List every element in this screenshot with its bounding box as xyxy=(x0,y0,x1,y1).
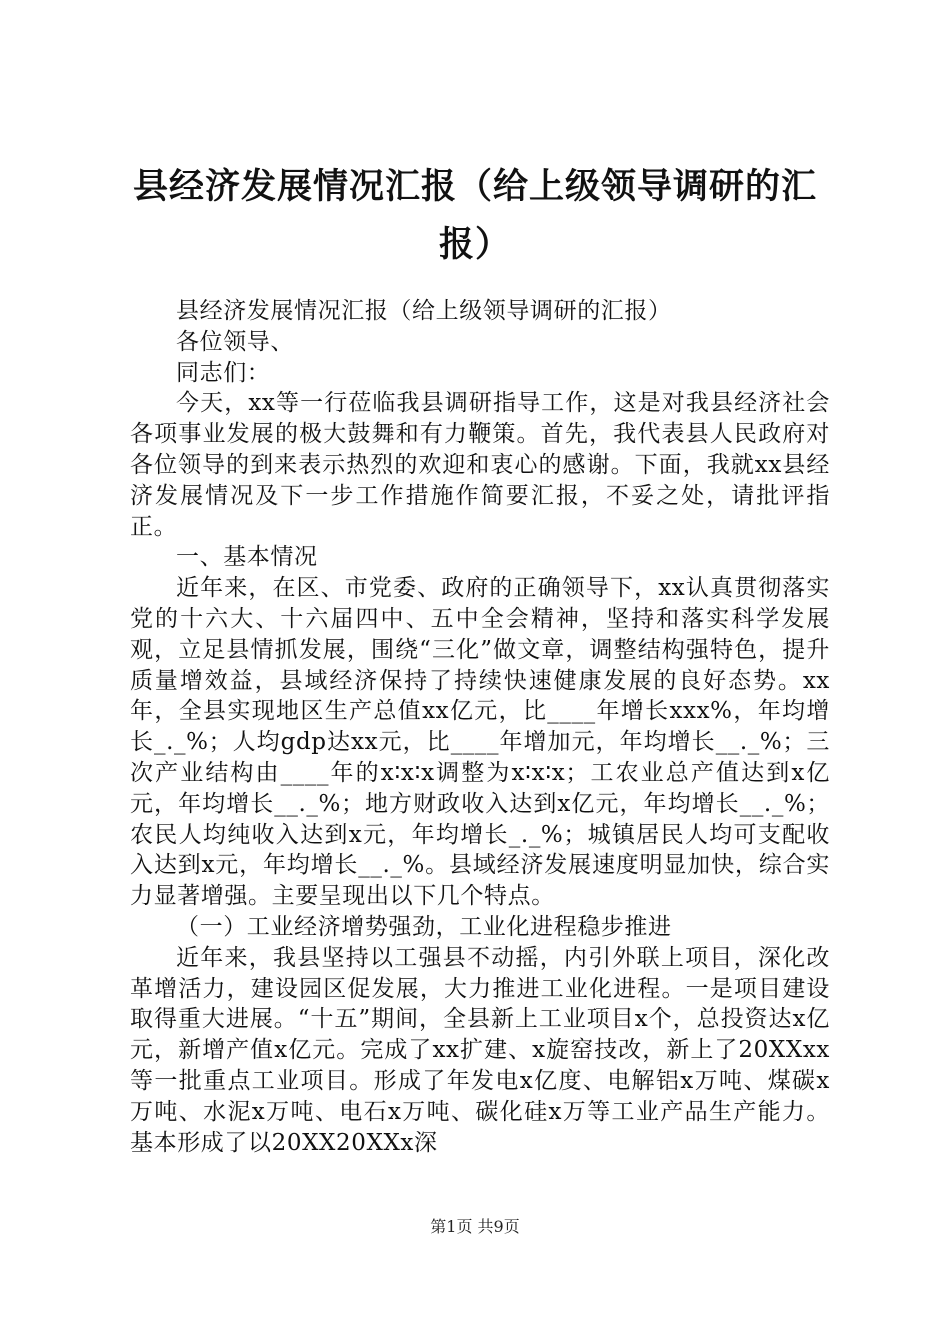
document-title: 县经济发展情况汇报（给上级领导调研的汇报） xyxy=(132,167,817,265)
paragraph-salutation-leaders: 各位领导、 xyxy=(176,328,294,355)
paragraph-industry-details: 近年来，我县坚持以工强县不动摇，内引外联上项目，深化改革增活力，建设园区促发展，大力推进工业化进程。一是项目建设取得重大进展。“十五”期间，全县新上工业项目x个，总投资达x亿元，新增产值x亿元。完成了xx扩建、x旋窑技改，新上了20XXxx等一批重点工业项目。形成了年发电x亿度、电解铝x万吨、煤碳x万吨、水泥x万吨、电石x万吨、碳化硅x万等工业产品生产能力。基本形成了以20XX20XXx深 xyxy=(130,944,830,1156)
page-number-footer: 第1页 共9页 xyxy=(430,1217,520,1236)
paragraph-salutation-comrades: 同志们： xyxy=(176,359,271,386)
subsection-heading-industry: （一）工业经济增势强劲，工业化进程稳步推进 xyxy=(176,913,672,940)
paragraph-subtitle: 县经济发展情况汇报（给上级领导调研的汇报） xyxy=(176,298,672,324)
paragraph-opening: 今天，xx等一行莅临我县调研指导工作，这是对我县经济社会各项事业发展的极大鼓舞和有力鞭策。首先，我代表县人民政府对各位领导的到来表示热烈的欢迎和衷心的感谢。下面，我就xx县经济发展情况及下一步工作措施作简要汇报，不妥之处，请批评指正。 xyxy=(130,390,830,540)
document-body xyxy=(130,296,830,1158)
section-heading-basic-situation: 一、基本情况 xyxy=(176,544,318,571)
paragraph-economic-overview: 近年来，在区、市党委、政府的正确领导下，xx认真贯彻落实党的十六大、十六届四中、五中全会精神，坚持和落实科学发展观，立足县情抓发展，围绕“三化”做文章，调整结构强特色，提升质量增效益，县域经济保持了持续快速健康发展的良好态势。xx年，全县实现地区生产总值xx亿元，比____年增长xxx%，年均增长_._%；人均gdp达xx元，比____年增加元，年均增长__._%；三次产业结构由____年的x∶x∶x调整为x∶x∶x；工农业总产值达到x亿元，年均增长__._%；地方财政收入达到x亿元，年均增长__._%；农民人均纯收入达到x元，年均增长_._%；城镇居民人均可支配收入达到x元，年均增长__._%。县域经济发展速度明显加快，综合实力显著增强。主要呈现出以下几个特点。 xyxy=(130,575,830,910)
